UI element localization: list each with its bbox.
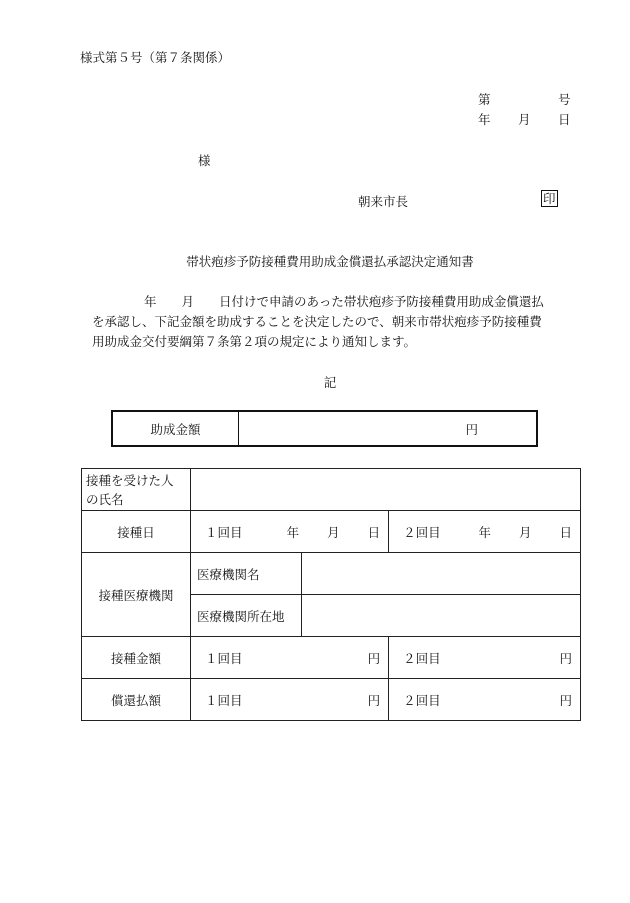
name-label-line-2: の氏名 bbox=[86, 491, 124, 507]
refund-second-unit: 円 bbox=[559, 692, 572, 708]
institution-address-field[interactable] bbox=[302, 595, 581, 637]
second-date-day: 日 bbox=[559, 524, 572, 540]
date-month: 月 bbox=[518, 112, 531, 127]
seal-mark: 印 bbox=[543, 191, 556, 206]
fee-first-cell[interactable] bbox=[191, 637, 389, 679]
refund-second-label: ２回目 bbox=[403, 692, 441, 708]
institution-label: 接種医療機関 bbox=[82, 553, 191, 637]
refund-first-label: １回目 bbox=[205, 692, 243, 708]
name-label-line-1: 接種を受けた人 bbox=[86, 472, 174, 488]
amount-unit: 円 bbox=[465, 421, 478, 437]
form-number: 様式第５号（第７条関係） bbox=[80, 50, 231, 65]
recipient-honorific: 様 bbox=[198, 153, 211, 168]
vaccination-table bbox=[81, 468, 581, 721]
second-date-cell[interactable] bbox=[389, 511, 581, 553]
ki-heading: 記 bbox=[323, 375, 337, 390]
institution-name-label: 医療機関名 bbox=[191, 553, 302, 595]
issuer-name: 朝来市長 bbox=[358, 194, 409, 209]
second-date-month: 月 bbox=[518, 524, 532, 540]
fee-second-cell[interactable] bbox=[389, 637, 581, 679]
body-text bbox=[92, 292, 582, 352]
second-date-year: 年 bbox=[478, 524, 491, 540]
refund-second-cell[interactable] bbox=[389, 679, 581, 721]
fee-first-label: １回目 bbox=[205, 650, 243, 666]
fee-first-unit: 円 bbox=[367, 650, 381, 666]
number-suffix: 号 bbox=[558, 92, 571, 107]
amount-box bbox=[111, 410, 538, 447]
first-date-year: 年 bbox=[286, 524, 300, 540]
first-date-label: １回目 bbox=[205, 524, 243, 540]
date-label: 接種日 bbox=[82, 511, 191, 553]
refund-first-unit: 円 bbox=[367, 692, 381, 708]
refund-label: 償還払額 bbox=[82, 679, 191, 721]
amount-label: 助成金額 bbox=[112, 411, 239, 446]
refund-first-cell[interactable] bbox=[191, 679, 389, 721]
first-date-day: 日 bbox=[367, 524, 381, 540]
institution-name-field[interactable] bbox=[302, 553, 581, 595]
body-line-3: 用助成金交付要綱第７条第２項の規定により通知します。 bbox=[92, 334, 417, 349]
date-year: 年 bbox=[478, 112, 491, 127]
second-date-label: ２回目 bbox=[403, 524, 441, 540]
first-date-cell[interactable] bbox=[191, 511, 389, 553]
fee-second-label: ２回目 bbox=[403, 650, 441, 666]
institution-address-label: 医療機関所在地 bbox=[191, 595, 302, 637]
first-date-month: 月 bbox=[327, 524, 340, 540]
document-title: 帯状疱疹予防接種費用助成金償還払承認決定通知書 bbox=[186, 254, 474, 269]
body-line-1: 年 月 日付けで申請のあった帯状疱疹予防接種費用助成金償還払 bbox=[144, 294, 544, 309]
fee-second-unit: 円 bbox=[559, 650, 572, 666]
name-label bbox=[82, 469, 191, 511]
body-line-2: を承認し、下記金額を助成することを決定したので、朝来市帯状疱疹予防接種費 bbox=[92, 314, 542, 329]
number-prefix: 第 bbox=[478, 92, 491, 107]
name-field[interactable] bbox=[191, 469, 581, 511]
amount-value-field[interactable] bbox=[239, 411, 538, 446]
fee-label: 接種金額 bbox=[82, 637, 191, 679]
date-day: 日 bbox=[558, 112, 571, 127]
